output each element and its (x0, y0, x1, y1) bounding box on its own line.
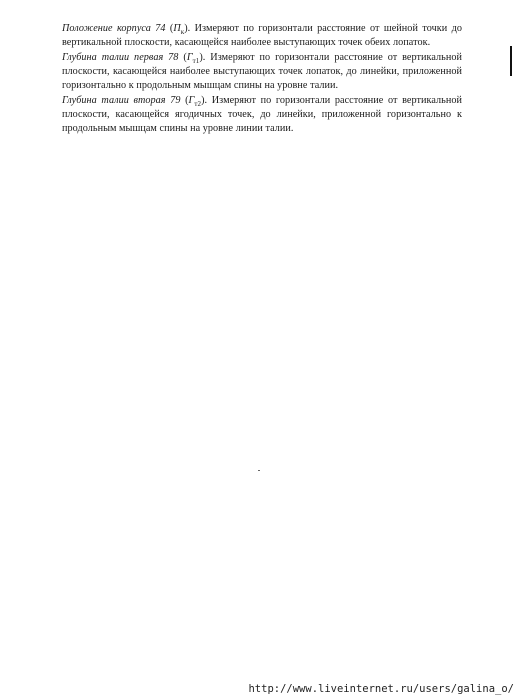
term-symbol: П (173, 23, 181, 34)
term-label: Глубина талии вторая 79 (62, 95, 181, 106)
term-subscript: т1 (192, 57, 200, 66)
text-block (62, 22, 462, 137)
term-subscript: т2 (194, 100, 202, 109)
term-label: Глубина талии первая 78 (62, 52, 179, 63)
term-subscript: к (180, 28, 185, 37)
paragraph-text: . Измеряют по горизонтали расстояние от вертикальной плоскости, касающейся наиболее выступающих точек лопаток, до линейки, приложенной горизонтально к продольным мышцам спины на уровне талии. (62, 52, 462, 91)
term-label: Положение корпуса 74 (62, 23, 166, 34)
scan-speck (258, 470, 260, 471)
paragraph-text: . Измеряют по горизонтали расстояние от вертикальной плоскости, касающейся ягодичных точек, до линейки, приложенной горизонтально к продольным мышцам спины на уровне линии талии. (62, 95, 462, 134)
term-symbol: Г (186, 52, 193, 63)
watermark-url-link[interactable]: http://www.liveinternet.ru/users/galina_o/ (248, 683, 514, 695)
paragraph-waist-depth-first: Глубина талии первая 78 $(Г_{т1})$. Измеряют по горизонтали расстояние от вертикальной плоскости, касающейся наиболее выступающих точек лопаток, до линейки, приложенной горизонтально к продольным мышцам спины на уровне талии. (62, 52, 462, 91)
scan-edge-mark (510, 46, 512, 76)
paragraph-text: . Измеряют по горизонтали расстояние от шейной точки до вертикальной плоскости, касающейся наиболее выступающих точек обеих лопаток. (62, 23, 463, 48)
paragraph-body-position: Положение корпуса 74 $(П_к)$. Измеряют по горизонтали расстояние от шейной точки до вертикальной плоскости, касающейся наиболее выступающих точек обеих лопаток. (62, 23, 463, 48)
paragraph-waist-depth-second: Глубина талии вторая 79 $(Г_{т2})$. Измеряют по горизонтали расстояние от вертикальной плоскости, касающейся ягодичных точек, до линейки, приложенной горизонтально к продольным мышцам спины на уровне линии талии. (62, 95, 462, 134)
term-symbol: Г (188, 95, 195, 106)
